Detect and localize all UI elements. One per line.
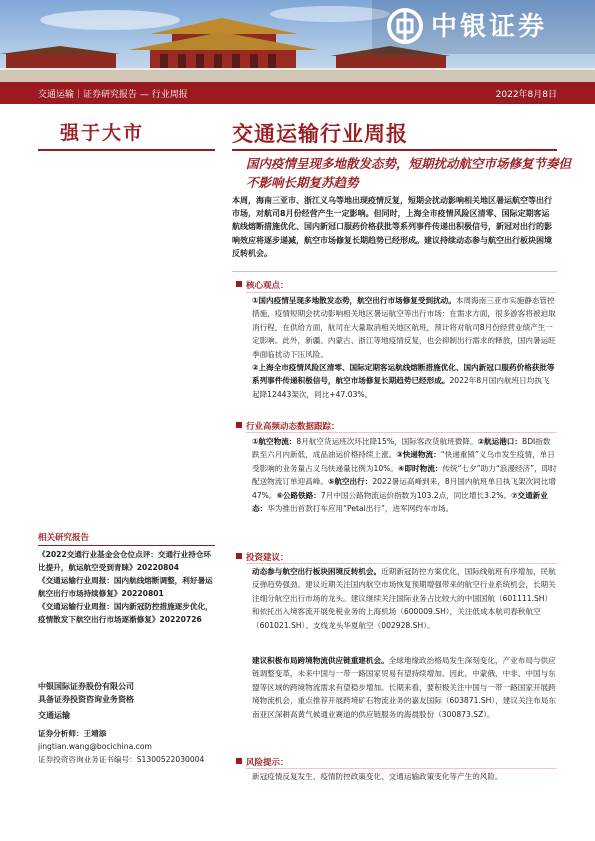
related-report-1[interactable]: 《2022交通行业基金会仓位点评：交通行业持仓环比提升，航运航空受到青睐》20220804 xyxy=(38,550,212,572)
left-rule xyxy=(38,149,215,151)
analyst-name: 证券分析师：王靖添 xyxy=(38,729,107,738)
related-report-3[interactable]: 《交通运输行业周报：国内新冠防控措施逐步优化，疫情散发下航空出行市场逐渐修复》20220726 xyxy=(38,602,213,624)
analyst-certificate: 证券投资咨询业务证书编号：S1300522030004 xyxy=(38,755,205,764)
title-rule xyxy=(232,149,557,151)
report-title: 交通运输行业周报 xyxy=(232,121,408,146)
company-name: 中银国际证券股份有限公司 xyxy=(38,682,134,691)
related-divider xyxy=(38,545,215,546)
report-category: 交通运输｜证券研究报告 — 行业周报 xyxy=(38,90,188,100)
tracking-heading: 行业高频动态数据跟踪： xyxy=(236,420,340,432)
tracking-divider xyxy=(246,432,557,433)
invest-paragraph-2: 建议积极布局跨境物流供应链重建机会。全球地缘政治格局发生深刻变化，产业布局与供应链调整变革，未来中国与一带一路国家贸易有望持续增加。因此，中蒙俄、中非、中国与东盟等区域的跨境物流需求有望稳步增加。长期来看，要积极关注中国与一带一路国家开展跨境物流机会，重点推荐开展跨境矿石物流业务的嘉友国际（603871.SH），建议关注布局东南亚区深耕高黄气候通业赛道的供应链服务的海晨股份（300873.SZ）。 xyxy=(252,656,556,719)
core-heading: 核心观点： xyxy=(236,279,289,291)
report-subtitle: 国内疫情呈现多地散发态势，短期扰动航空市场修复节奏但不影响长期复苏趋势 xyxy=(246,156,572,190)
analyst-info xyxy=(38,727,215,766)
related-reports-heading: 相关研究报告 xyxy=(38,533,90,543)
core-divider xyxy=(246,292,557,293)
invest-paragraph-1: 动态参与航空出行板块困境反转机会。近期新冠防控方案优化，国际线航班有序增加，民航反弹趋势强劲。建议近期关注国内航空市场恢复预期增强带来的航空行业系统机会，长期关注细分航空出行市场的龙头。建议继续关注国际业务占比较大的中国国航（601111.SH）和依托出入境客流开展免税业务的上海机场（600009.SH），关注低成本航司春秋航空（601021.SH）、支线龙头华夏航空（002928.SH）。 xyxy=(252,567,556,630)
related-report-2[interactable]: 《交通运输行业周报：国内航线熔断调整，利好暑运航空出行市场持续修复》20220801 xyxy=(38,576,213,598)
report-date: 2022年8月8日 xyxy=(495,90,557,100)
risk-heading: 风险提示： xyxy=(236,756,289,768)
section-bullet-icon xyxy=(236,422,242,428)
invest-divider xyxy=(246,563,557,564)
industry-rating: 强于大市 xyxy=(60,122,145,144)
boc-logo-icon xyxy=(387,8,423,44)
tracking-paragraph: ①航空物流：8月航空货运班次环比降15%，国际客改货航班微降。②航运港口：BDI指数跌至六月内新低，成品油运价格持续上涨。③快递物流：“快递重镇”义乌市发生疫情，单日受影响的业务量占义乌快递量比例为10%。④即时物流：传统“七夕”助力“浪漫经济”，即时配送物流订单迎高峰。⑤航空出行：2022暑运高峰到来，8月国内航班单日执飞架次同比增47%。⑥公路铁路：7月中国公路物流运价指数为103.2点，同比增长3.2%。⑦交通新业态：华为推出首款打车应用“Petal出行”，进军网约车市场。 xyxy=(252,437,557,514)
section-bullet-icon xyxy=(236,553,242,559)
core-paragraph-1: ①国内疫情呈现多地散发态势，航空出行市场修复受到扰动。本周海南三亚市实施静态管控措施，疫情短期会扰动影响相关地区暑运航空等出行市场：在需求方面，很多游客将被迫取消行程，在供给方面，航司在大量取消相关地区航班，预计将对航司8月份经营业绩产生一定影响。此外，新疆、内蒙古、浙江等地疫情反复，也会抑制出行需求的释放，国内暑运旺季面临扰动下压风险。 xyxy=(252,296,556,359)
summary-paragraph: 本周，海南三亚市、浙江义乌等地出现疫情反复，短期会扰动影响相关地区暑运航空等出行市场，对航司8月份经营产生一定影响。但同时，上海全市疫情风险区清零、国际定期客运航线熔断措施优化、国内新冠口服药价格获批等系列事件传递出积极信号，新冠对出行的影响效应将逐步递减，航空市场修复长期趋势已经形成。建议持续动态参与航空出行板块困境反转机会。 xyxy=(232,196,552,258)
section-bullet-icon xyxy=(236,281,242,287)
risk-paragraph: 新冠疫情反复发生、疫情防控政策变化、交通运输政策变化等产生的风险。 xyxy=(252,772,503,781)
header-banner xyxy=(0,0,595,82)
sector-label: 交通运输 xyxy=(38,711,70,720)
company-info xyxy=(38,680,215,706)
summary-divider xyxy=(232,271,557,272)
brand-name: 中银证券 xyxy=(431,12,548,42)
core-paragraph-2: ②上海全市疫情风险区清零、国际定期客运航线熔断措施优化、国内新冠口服药价格获批等系列事件传递积极信号，航空市场修复长期趋势已经形成。2022年8月国内航班日均执飞起降12443架次，同比+47.03%。 xyxy=(252,363,555,399)
risk-divider xyxy=(246,768,557,769)
info-bar xyxy=(0,82,595,104)
analyst-email[interactable]: jingtian.wang@bocichina.com xyxy=(38,742,152,751)
invest-heading: 投资建议： xyxy=(236,551,289,563)
company-qualification: 具备证券投资咨询业务资格 xyxy=(38,695,134,704)
section-bullet-icon xyxy=(236,758,242,764)
